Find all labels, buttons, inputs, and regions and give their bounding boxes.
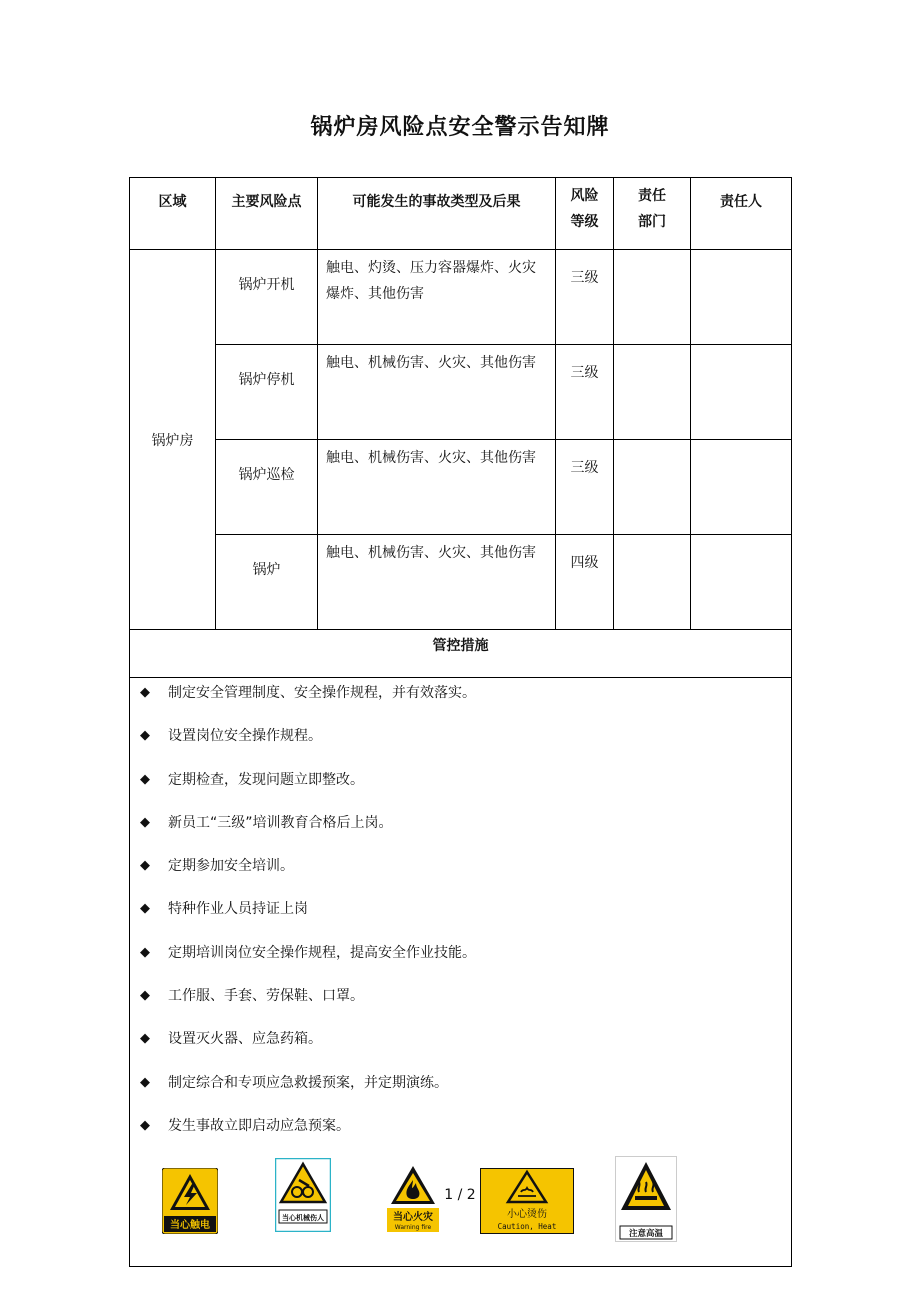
- control-title: 管控措施: [130, 630, 792, 678]
- accident-cell: 触电、机械伤害、火灾、其他伤害: [318, 535, 556, 630]
- list-item: [140, 942, 476, 985]
- area-cell: 锅炉房: [130, 250, 216, 630]
- measure-text: 设置灭火器、应急药箱。: [168, 1031, 322, 1048]
- list-item: [140, 855, 476, 898]
- bullet-diamond-icon: ◆: [140, 858, 150, 874]
- measure-text: 定期培训岗位安全操作规程，提高安全作业技能。: [168, 944, 476, 961]
- table-row: [130, 440, 792, 535]
- measure-text: 定期参加安全培训。: [168, 858, 294, 875]
- bullet-diamond-icon: ◆: [140, 771, 150, 787]
- header-dept: [614, 178, 691, 250]
- list-item: [140, 812, 476, 855]
- table-header-row: [130, 178, 792, 250]
- page-number: 1 / 2: [444, 1187, 476, 1203]
- list-item: [140, 1072, 476, 1115]
- measure-text: 特种作业人员持证上岗: [168, 901, 308, 918]
- bullet-diamond-icon: ◆: [140, 728, 150, 744]
- bullet-diamond-icon: ◆: [140, 685, 150, 700]
- table-row: [130, 535, 792, 630]
- person-cell: [691, 535, 792, 630]
- risk-point-cell: 锅炉: [216, 535, 318, 630]
- accident-cell: 触电、灼烫、压力容器爆炸、火灾爆炸、其他伤害: [318, 250, 556, 345]
- header-dept-line1: 责任: [638, 188, 666, 204]
- risk-point-cell: 锅炉开机: [216, 250, 318, 345]
- header-person: 责任人: [691, 178, 792, 250]
- mechanical-sign-label: 当心机械伤人: [282, 1214, 324, 1222]
- header-level: [556, 178, 614, 250]
- table-row: [130, 250, 792, 345]
- table-row: [130, 345, 792, 440]
- accident-cell: 触电、机械伤害、火灾、其他伤害: [318, 345, 556, 440]
- dept-cell: [614, 535, 691, 630]
- measures-cell: [130, 678, 792, 1267]
- header-accident: 可能发生的事故类型及后果: [318, 178, 556, 250]
- level-cell: 三级: [556, 250, 614, 345]
- dept-cell: [614, 345, 691, 440]
- fire-sign-label-en: Warning fire: [394, 1224, 432, 1231]
- level-cell: 四级: [556, 535, 614, 630]
- control-header-row: [130, 630, 792, 678]
- measure-text: 发生事故立即启动应急预案。: [168, 1117, 350, 1134]
- measures-list: [140, 682, 476, 1158]
- list-item: [140, 769, 476, 812]
- measure-text: 工作服、手套、劳保鞋、口罩。: [168, 988, 364, 1005]
- list-item: [140, 725, 476, 768]
- temperature-sign-label: 注意高温: [628, 1229, 664, 1239]
- header-dept-line2: 部门: [638, 214, 666, 230]
- bullet-diamond-icon: ◆: [140, 814, 150, 830]
- bullet-diamond-icon: ◆: [140, 1074, 150, 1090]
- heat-sign-label: 小心烫伤: [507, 1209, 547, 1220]
- bullet-diamond-icon: ◆: [140, 944, 150, 960]
- header-area: 区域: [130, 178, 216, 250]
- risk-table: [129, 177, 792, 1267]
- measure-text: 制定综合和专项应急救援预案，并定期演练。: [168, 1074, 448, 1091]
- measures-row: [130, 678, 792, 1267]
- header-level-line2: 等级: [570, 214, 599, 230]
- person-cell: [691, 440, 792, 535]
- dept-cell: [614, 440, 691, 535]
- measure-text: 制定安全管理制度、安全操作规程，并有效落实。: [168, 685, 476, 701]
- fire-sign-label: 当心火灾: [393, 1212, 433, 1223]
- list-item: [140, 1028, 476, 1071]
- heat-sign-label-en: Caution, Heat: [497, 1222, 557, 1231]
- list-item: [140, 898, 476, 941]
- risk-point-cell: 锅炉巡检: [216, 440, 318, 535]
- person-cell: [691, 250, 792, 345]
- dept-cell: [614, 250, 691, 345]
- electric-sign-label: 当心触电: [170, 1220, 210, 1231]
- risk-point-cell: 锅炉停机: [216, 345, 318, 440]
- bullet-diamond-icon: ◆: [140, 1031, 150, 1047]
- level-cell: 三级: [556, 345, 614, 440]
- measure-text: 定期检查，发现问题立即整改。: [168, 771, 364, 788]
- accident-cell: 触电、机械伤害、火灾、其他伤害: [318, 440, 556, 535]
- bullet-diamond-icon: ◆: [140, 901, 150, 917]
- list-item: [140, 985, 476, 1028]
- list-item: [140, 1115, 476, 1158]
- page-title: 锅炉房风险点安全警示告知牌: [310, 115, 610, 140]
- measure-text: 设置岗位安全操作规程。: [168, 728, 322, 745]
- bullet-diamond-icon: ◆: [140, 1117, 150, 1133]
- bullet-diamond-icon: ◆: [140, 988, 150, 1004]
- list-item: [140, 682, 476, 725]
- header-risk-point: 主要风险点: [216, 178, 318, 250]
- measure-text: 新员工“三级”培训教育合格后上岗。: [168, 814, 393, 831]
- header-level-line1: 风险: [570, 188, 599, 204]
- person-cell: [691, 345, 792, 440]
- level-cell: 三级: [556, 440, 614, 535]
